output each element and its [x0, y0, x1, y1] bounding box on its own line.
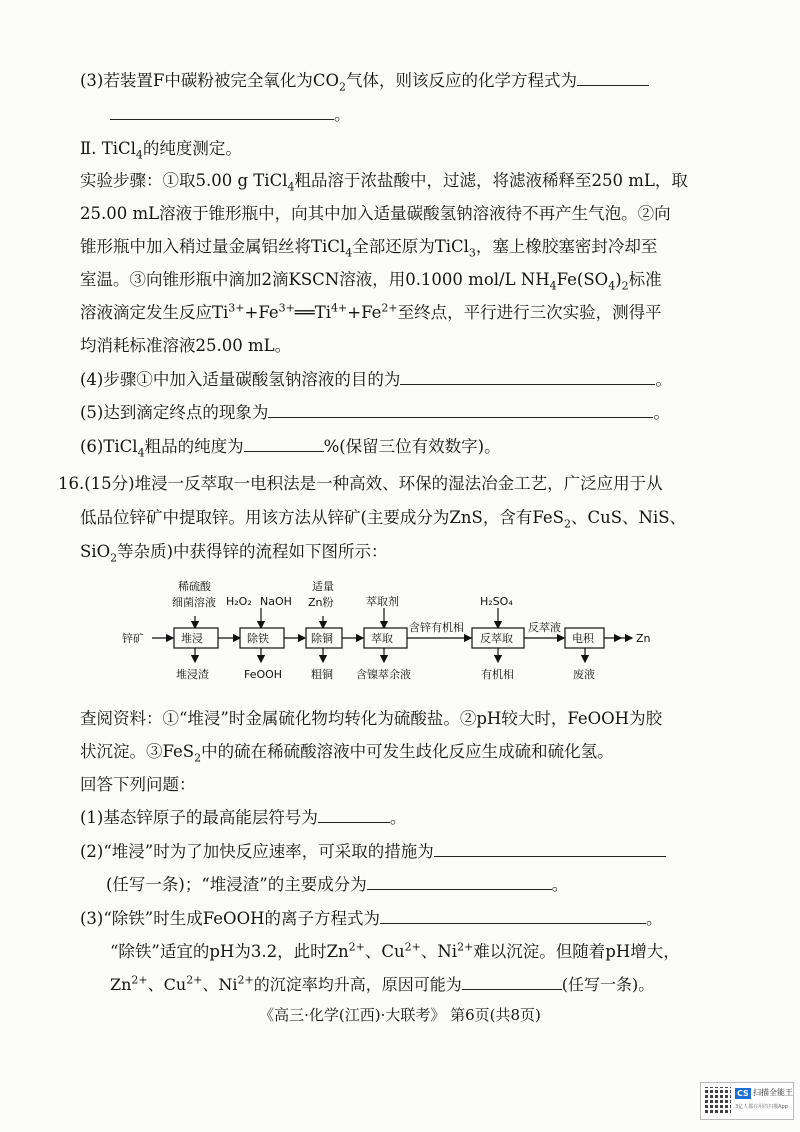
q16-part3-line2 — [110, 941, 680, 963]
subscript: 4 — [345, 246, 353, 260]
subscript: 4 — [137, 446, 145, 460]
question-text: (任写一条)；“堆浸渣”的主要成分为 — [106, 875, 367, 894]
period: 。 — [551, 875, 569, 894]
reagent-zn-amount: 适量 — [312, 580, 334, 593]
step-text: 全部还原为TiCl — [352, 237, 469, 256]
question-text: 、Ni — [420, 942, 458, 961]
box3-label: 除铜 — [311, 632, 333, 645]
box2-label: 除铁 — [247, 632, 269, 645]
q16-part2-line2 — [106, 874, 568, 896]
question-text: “除铁”适宜的pH为3.2，此时Zn — [110, 942, 349, 961]
step-text: ══Ti — [294, 303, 332, 322]
cs-badge: CS — [737, 1089, 749, 1098]
answer-blank-q16-2b[interactable] — [367, 875, 552, 890]
superscript: 2+ — [131, 973, 148, 987]
reference-text: 状沉淀。③FeS — [80, 742, 195, 761]
question-text: Zn — [110, 975, 132, 994]
question-text: (任写一条)。 — [561, 975, 655, 994]
q15-step-line1 — [80, 170, 688, 192]
period: 。 — [646, 909, 663, 928]
superscript: 2+ — [457, 940, 474, 954]
process-flow-diagram — [118, 578, 678, 686]
answer-blank-q15-5[interactable] — [268, 403, 653, 418]
superscript: 2+ — [237, 973, 254, 987]
superscript: 2+ — [348, 940, 365, 954]
step-text: Fe(SO — [556, 270, 609, 289]
stamp-subtitle: 3亿人都在用的扫描App — [735, 1104, 788, 1110]
out-leach-residue: 堆浸渣 — [176, 668, 209, 681]
question-text: (5)达到滴定终点的现象为 — [80, 403, 269, 422]
step-text: 溶液滴定发生反应Ti — [80, 303, 229, 322]
q16-part2-line1 — [80, 841, 666, 863]
superscript: 4+ — [331, 301, 348, 315]
co2-subscript: 2 — [338, 80, 346, 94]
step-text: 均消耗标准溶液25.00 mL。 — [80, 336, 292, 355]
q16-reference-line1 — [80, 708, 662, 730]
question-text: 、Ni — [202, 975, 238, 994]
answer-blank-q16-1[interactable] — [318, 808, 390, 823]
q15-part3-line2 — [80, 104, 351, 126]
q16-part3-line1 — [80, 908, 663, 930]
superscript: 2+ — [381, 301, 398, 315]
answer-blank-q15-6[interactable] — [244, 437, 324, 452]
q16-part1 — [80, 807, 406, 829]
q16-answer-prompt — [80, 774, 196, 796]
answer-blank-q16-3a[interactable] — [380, 909, 646, 924]
superscript: 2+ — [404, 940, 421, 954]
q15-part5 — [80, 402, 670, 424]
intro-text: 低品位锌矿中提取锌。用该方法从锌矿(主要成分为ZnS，含有FeS — [80, 508, 564, 527]
step-text: ，塞上橡胶塞密封冷却至 — [475, 237, 658, 256]
q16-reference-line2 — [80, 741, 614, 763]
reagent-zn-powder: Zn粉 — [308, 596, 334, 609]
question-text: (3)“除铁”时生成FeOOH的离子方程式为 — [80, 909, 380, 928]
q15-part6 — [80, 436, 501, 458]
q15-part4 — [80, 369, 672, 391]
flow-output-zn: Zn — [636, 632, 651, 645]
step-text: +Fe — [244, 303, 279, 322]
answer-blank-q16-2a[interactable] — [434, 842, 666, 857]
subscript: 2 — [194, 751, 202, 765]
period: 。 — [655, 370, 672, 389]
reagent-extractant: 萃取剂 — [366, 595, 399, 608]
subscript: 2 — [621, 279, 629, 293]
section2-title-b: 的纯度测定。 — [142, 139, 242, 158]
q15-step-line4 — [80, 269, 662, 291]
reagent-acid: 稀硫酸 — [178, 580, 211, 593]
q15-part3-text: (3)若装置F中碳粉被完全氧化为CO — [80, 71, 339, 90]
reference-text: 查阅资料：①“堆浸”时金属硫化物均转化为硫酸盐。②pH较大时，FeOOH为胶 — [80, 709, 663, 728]
reagent-naoh: NaOH — [260, 595, 292, 608]
superscript: 3+ — [228, 301, 245, 315]
step-text: ) — [615, 270, 622, 289]
q15-step-line2 — [80, 203, 671, 225]
period: 。 — [653, 403, 670, 422]
answer-blank-q16-3b[interactable] — [462, 975, 562, 990]
reference-text: 中的硫在稀硫酸溶液中可发生歧化反应生成硫和硫化氢。 — [201, 742, 614, 761]
subscript: 2 — [110, 551, 118, 565]
question-text: (6)TiCl — [80, 437, 138, 456]
q15-section2-heading — [80, 138, 242, 160]
out-organic-phase: 有机相 — [481, 668, 514, 681]
step-text: +Fe — [347, 303, 382, 322]
q16-intro-line2 — [80, 507, 686, 529]
period: 。 — [389, 808, 407, 827]
q15-part3-end: 。 — [334, 105, 351, 124]
superscript: 2+ — [186, 973, 203, 987]
q15-step-line5 — [80, 302, 662, 324]
qr-code-icon — [705, 1087, 731, 1113]
out-nickel-raffinate: 含镍萃余液 — [356, 668, 411, 681]
zinc-organic-phase: 含锌有机相 — [409, 621, 464, 634]
subscript: 2 — [563, 517, 571, 531]
superscript: 3+ — [278, 301, 295, 315]
subscript: 3 — [468, 246, 476, 260]
step-text: 至终点，平行进行三次实验，测得平 — [397, 303, 662, 322]
reagent-bacteria: 细菌溶液 — [172, 596, 216, 609]
step-text: 25.00 mL溶液于锥形瓶中，向其中加入适量碳酸氢钠溶液待不再产生气泡。②向 — [80, 204, 671, 223]
section2-title: Ⅱ. TiCl — [80, 139, 136, 158]
question-text: (1)基态锌原子的最高能层符号为 — [80, 808, 318, 827]
question-text: 、Cu — [147, 975, 187, 994]
q15-part3-line1 — [80, 70, 649, 92]
question-text: %(保留三位有效数字)。 — [323, 437, 501, 456]
question-text: (2)“堆浸”时为了加快反应速率，可采取的措施为 — [80, 842, 434, 861]
answer-blank-q15-3a[interactable] — [577, 71, 649, 86]
reagent-h2o2: H₂O₂ — [226, 595, 252, 608]
q16-intro-line1 — [58, 473, 663, 495]
answer-blank-q15-4[interactable] — [400, 370, 655, 385]
step-text: 室温。③向锥形瓶中滴加2滴KSCN溶液，用0.1000 mol/L NH — [80, 270, 550, 289]
intro-text: 16.(15分)堆浸一反萃取一电积法是一种高效、环保的湿法冶金工艺，广泛应用于从 — [58, 474, 663, 493]
box6-label: 电积 — [572, 632, 594, 645]
answer-blank-q15-3b[interactable] — [110, 105, 334, 120]
question-text: 的沉淀率均升高，原因可能为 — [253, 975, 462, 994]
q16-part3-line3 — [110, 974, 654, 996]
q15-step-line6 — [80, 335, 291, 357]
intro-text: 等杂质)中获得锌的流程如下图所示： — [117, 542, 388, 561]
question-text: (4)步骤①中加入适量碳酸氢钠溶液的目的为 — [80, 370, 401, 389]
step-text: 标准 — [628, 270, 662, 289]
question-text: 粗品的纯度为 — [144, 437, 244, 456]
intro-text: 、CuS、NiS、 — [570, 508, 687, 527]
page-footer: 《高三·化学(江西)·大联考》 第6页(共8页) — [259, 1006, 541, 1024]
strip-liquor: 反萃液 — [528, 621, 561, 634]
flow-input: 锌矿 — [122, 632, 144, 645]
step-text: 锥形瓶中加入稍过量金属铝丝将TiCl — [80, 237, 346, 256]
out-waste-liquid: 废液 — [573, 668, 595, 681]
intro-text: SiO — [80, 542, 111, 561]
subscript: 4 — [549, 279, 557, 293]
box4-label: 萃取 — [371, 632, 393, 645]
step-text: 粗品溶于浓盐酸中，过滤，将滤液稀释至250 mL，取 — [294, 171, 688, 190]
prompt-text: 回答下列问题： — [80, 775, 196, 794]
question-text: 难以沉淀。但随着pH增大， — [473, 942, 680, 961]
box1-label: 堆浸 — [181, 632, 203, 645]
q15-step-line3 — [80, 236, 657, 258]
scanner-watermark — [700, 1082, 794, 1120]
step-text: 实验步骤：①取5.00 g TiCl — [80, 171, 288, 190]
out-crude-copper: 粗铜 — [311, 668, 333, 681]
q15-part3-text-b: 气体，则该反应的化学方程式为 — [345, 71, 577, 90]
subscript: 4 — [287, 180, 295, 194]
out-feooh: FeOOH — [244, 668, 283, 681]
ticl4-subscript: 4 — [135, 148, 143, 162]
box5-label: 反萃取 — [480, 632, 513, 645]
reagent-h2so4: H₂SO₄ — [480, 595, 513, 608]
question-text: 、Cu — [364, 942, 405, 961]
q16-intro-line3 — [80, 541, 388, 563]
stamp-title: 扫描全能王 — [753, 1088, 793, 1097]
subscript: 4 — [608, 279, 616, 293]
